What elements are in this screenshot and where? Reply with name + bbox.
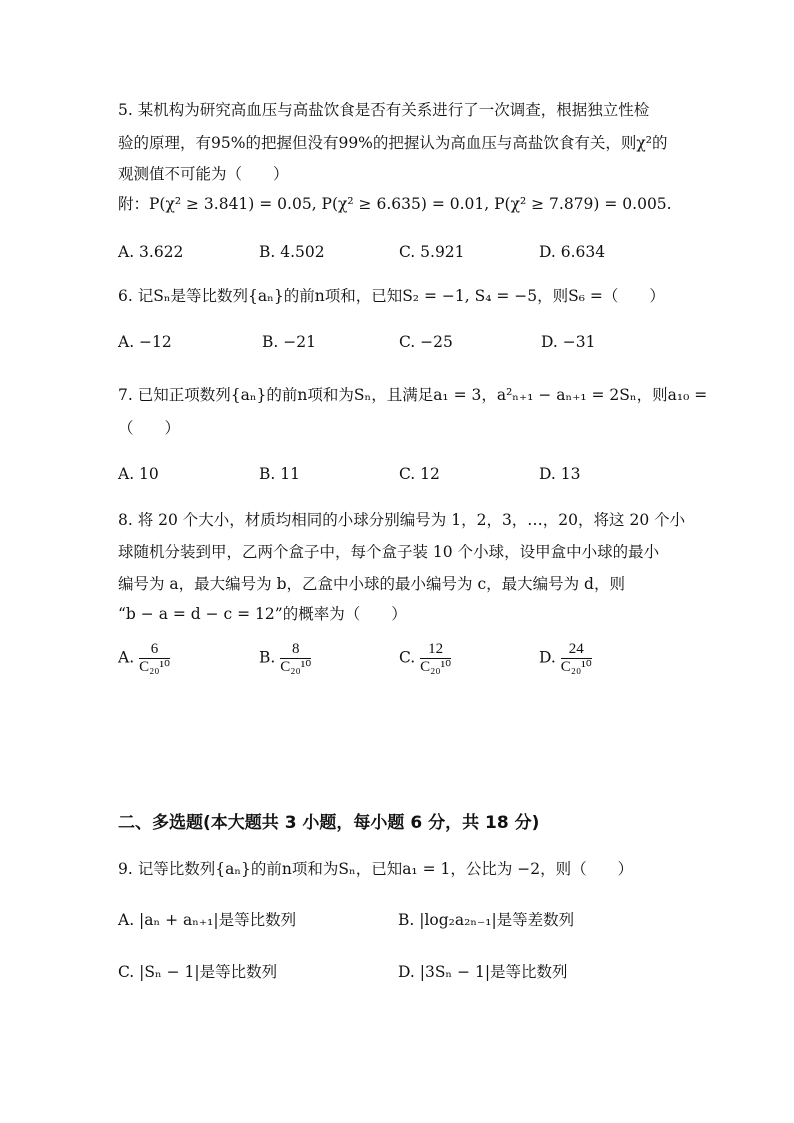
q8-option-a-denominator: C₂₀¹⁰	[139, 659, 171, 675]
q8-option-d-denominator: C₂₀¹⁰	[560, 659, 592, 675]
q5-option-a: A. 3.622	[118, 243, 184, 261]
q8-line-2: 球随机分装到甲，乙两个盒子中，每个盒子装 10 个小球，设甲盒中小球的最小	[118, 543, 660, 561]
q7-line-1: 7. 已知正项数列{aₙ}的前n项和为Sₙ，且满足a₁ = 3，a²ₙ₊₁ − aₙ₊₁ = 2Sₙ，则a₁₀ =	[118, 386, 708, 404]
q8-option-d-numerator: 24	[561, 642, 592, 659]
q8-option-c-label: C.	[399, 648, 416, 667]
q6-option-a: A. −12	[118, 333, 172, 351]
q5-option-b: B. 4.502	[259, 243, 325, 261]
q7-option-a: A. 10	[118, 465, 159, 483]
q8-option-b-denominator: C₂₀¹⁰	[280, 659, 312, 675]
q7-option-d: D. 13	[539, 465, 581, 483]
q9-option-a: A. |aₙ + aₙ₊₁|是等比数列	[118, 911, 297, 929]
q6-option-d: D. −31	[541, 333, 596, 351]
q8-option-a-numerator: 6	[139, 642, 170, 659]
q8-option-c	[399, 642, 451, 675]
q6-option-b: B. −21	[262, 333, 316, 351]
q8-option-d	[539, 642, 592, 675]
q5-line-1: 5. 某机构为研究高血压与高盐饮食是否有关系进行了一次调查，根据独立性检	[118, 101, 650, 119]
q8-option-a-label: A.	[118, 648, 135, 667]
q9-option-d: D. |3Sₙ − 1|是等比数列	[398, 963, 568, 981]
q8-option-c-numerator: 12	[420, 642, 451, 659]
q8-line-4: “b − a = d − c = 12”的概率为（ ）	[118, 605, 407, 623]
q5-option-c: C. 5.921	[399, 243, 465, 261]
q7-option-b: B. 11	[259, 465, 300, 483]
q9-option-b: B. |log₂a₂ₙ₋₁|是等差数列	[398, 911, 575, 929]
q9-line-1: 9. 记等比数列{aₙ}的前n项和为Sₙ，已知a₁ = 1，公比为 −2，则（ ）	[118, 860, 634, 878]
q6-option-c: C. −25	[399, 333, 453, 351]
q8-option-b-label: B.	[259, 648, 276, 667]
q8-option-d-label: D.	[539, 648, 556, 667]
q8-option-a	[118, 642, 170, 675]
q5-line-3: 观测值不可能为（ ）	[118, 165, 289, 183]
q5-line-2: 验的原理，有95%的把握但没有99%的把握认为高血压与高盐饮食有关，则χ²的	[118, 134, 668, 152]
q8-option-c-fraction	[420, 642, 451, 675]
q8-option-b-fraction	[280, 642, 311, 675]
q8-option-d-fraction	[561, 642, 592, 675]
q5-line-4: 附：P(χ² ≥ 3.841) = 0.05, P(χ² ≥ 6.635) = 0.01, P(χ² ≥ 7.879) = 0.005.	[118, 195, 672, 213]
q9-option-c: C. |Sₙ − 1|是等比数列	[118, 963, 278, 981]
q8-option-c-denominator: C₂₀¹⁰	[420, 659, 452, 675]
q7-line-2: （ ）	[118, 419, 181, 437]
q7-option-c: C. 12	[399, 465, 440, 483]
section-heading-multiple-choice: 二、多选题(本大题共 3 小题，每小题 6 分，共 18 分)	[118, 813, 540, 833]
q8-option-a-fraction	[139, 642, 170, 675]
q8-option-b-numerator: 8	[280, 642, 311, 659]
q6-line-1: 6. 记Sₙ是等比数列{aₙ}的前n项和，已知S₂ = −1, S₄ = −5，则S₆ =（ ）	[118, 287, 665, 305]
q8-option-b	[259, 642, 311, 675]
q8-line-1: 8. 将 20 个大小，材质均相同的小球分别编号为 1，2，3，…，20，将这 20 个小	[118, 511, 686, 529]
q5-option-d: D. 6.634	[539, 243, 606, 261]
q8-line-3: 编号为 a，最大编号为 b，乙盒中小球的最小编号为 c，最大编号为 d，则	[118, 575, 625, 593]
